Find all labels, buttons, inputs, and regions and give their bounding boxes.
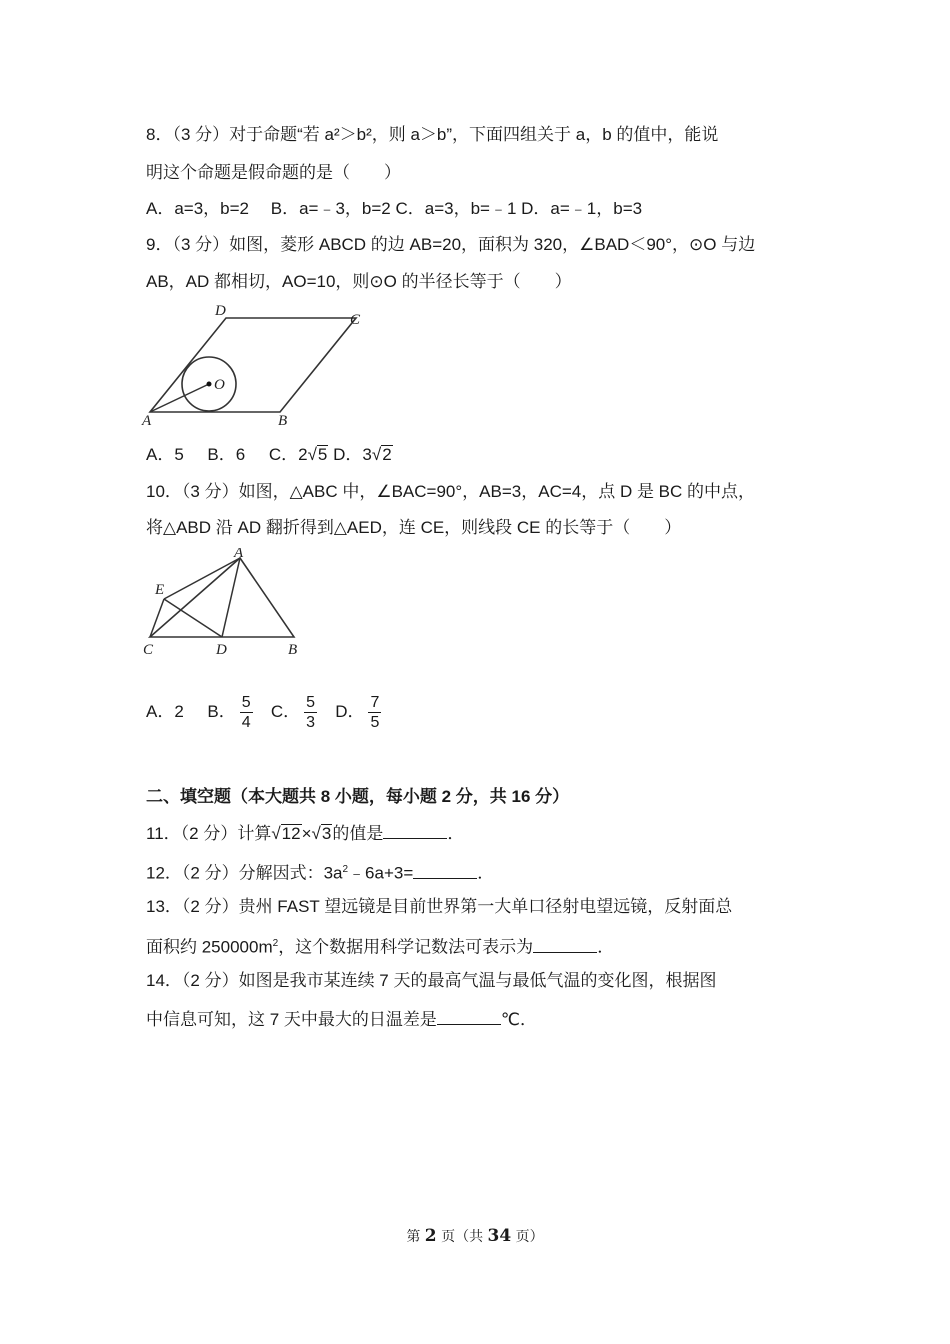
segment-ad [222, 558, 240, 637]
sqrt-sign: √ [311, 824, 321, 843]
q10-line2: 将△ABD 沿 AD 翻折得到△AED，连 CE，则线段 CE 的长等于（ ） [146, 518, 682, 537]
sqrt-sign: √ [271, 824, 281, 843]
rhombus-figure [140, 300, 370, 430]
q10-option-d-fraction [368, 693, 381, 732]
segment-ae [164, 558, 240, 599]
q8-options: A．a=3，b=2 B．a=﹣3，b=2 C．a=3，b=﹣1 D．a=﹣1，b=3 [146, 199, 643, 218]
answer-blank [383, 822, 447, 839]
q8-line1: 8．（3 分）对于命题“若 a²＞b²，则 a＞b”，下面四组关于 a，b 的值中，能说 [146, 125, 719, 144]
label-e: E [155, 582, 165, 598]
label-d: D [215, 303, 226, 319]
q11-times: × [301, 824, 312, 843]
label-d: D [216, 642, 227, 658]
fraction-denominator: 3 [306, 714, 316, 732]
q9-line2: AB，AD 都相切，AO=10，则⊙O 的半径长等于（ ） [146, 272, 572, 291]
label-c: C [350, 312, 361, 328]
q14-end: ℃． [500, 1010, 537, 1029]
q13-end: ． [597, 937, 615, 957]
q11-radicand-2: 3 [321, 824, 332, 843]
q12-superscript: 2 [342, 864, 349, 875]
q13-superscript: 2 [272, 938, 279, 949]
q12-end: ． [477, 863, 495, 883]
q10-option-d: D． [335, 702, 365, 721]
label-a: A [142, 413, 152, 429]
label-b: B [288, 642, 298, 658]
label-c: C [143, 642, 154, 658]
fraction-numerator: 5 [241, 694, 251, 712]
q9-option-d-radicand: 2 [382, 445, 392, 464]
q13-line2 [146, 933, 814, 959]
triangle-abc [150, 558, 294, 637]
q11-end: ． [447, 824, 465, 843]
q10-line1: 10．（3 分）如图，△ABC 中，∠BAC=90°，AB=3，AC=4，点 D 是 BC 的中点， [146, 482, 756, 501]
page-footer [0, 1226, 950, 1246]
q13-line1: 13．（2 分）贵州 FAST 望远镜是目前世界第一大单口径射电望远镜，反射面总 [146, 897, 733, 916]
q11-text: 11．（2 分）计算 [146, 824, 272, 843]
answer-blank [533, 936, 597, 953]
answer-blank [413, 862, 477, 879]
segment-ao [150, 384, 209, 412]
q9-option-c-radicand: 5 [317, 445, 328, 464]
q9-option-c: C．2 [268, 445, 308, 464]
q9-option-d: D．3 [333, 445, 372, 464]
answer-blank [437, 1008, 501, 1025]
footer-text: 页） [515, 1229, 544, 1245]
q14-text: 中信息可知，这 7 天中最大的日温差是 [146, 1010, 437, 1029]
q14-line2 [146, 1008, 814, 1031]
fraction-numerator: 5 [306, 694, 316, 712]
total-pages: 34 [487, 1226, 512, 1246]
q11-radicand-1: 12 [281, 824, 301, 843]
q13-text: 面积约 250000m [146, 937, 273, 957]
footer-text: 第 [406, 1229, 421, 1245]
point-o [207, 382, 212, 387]
q10-options [146, 690, 814, 734]
q11-line [146, 822, 814, 845]
footer-text: 页（共 [441, 1229, 484, 1245]
fraction-numerator: 7 [370, 694, 380, 712]
q10-option-c: C． [270, 702, 301, 721]
page-number: 2 [424, 1226, 437, 1246]
q9-options [146, 444, 814, 466]
q10-option-c-fraction [304, 693, 317, 732]
sqrt-sign: √ [371, 445, 382, 464]
q11-text-post: 的值是 [332, 824, 384, 843]
q13-text-post: ，这个数据用科学记数法可表示为 [278, 937, 534, 957]
label-a: A [234, 548, 244, 561]
q9-option-b: B．6 [207, 445, 246, 464]
q10-option-b-fraction [240, 693, 253, 732]
fraction-denominator: 4 [241, 714, 251, 732]
q9-line1: 9．（3 分）如图，菱形 ABCD 的边 AB=20，面积为 320，∠BAD＜90°，⊙O 与边 [146, 235, 756, 254]
label-o: O [214, 377, 225, 393]
sqrt-sign: √ [307, 445, 317, 464]
section-heading: 二、填空题（本大题共 8 小题，每小题 2 分，共 16 分） [146, 787, 570, 806]
q12-text-post: ﹣6a+3= [348, 863, 414, 883]
label-b: B [278, 413, 288, 429]
q10-option-b: B． [207, 702, 236, 721]
q12-line [146, 859, 814, 885]
q8-line2: 明这个命题是假命题的是（ ） [146, 163, 401, 182]
q9-option-a: A．5 [146, 445, 184, 464]
q14-line1: 14．（2 分）如图是我市某连续 7 天的最高气温与最低气温的变化图，根据图 [146, 971, 717, 990]
fraction-denominator: 5 [370, 714, 380, 732]
q12-text: 12．（2 分）分解因式：3a [146, 863, 343, 883]
triangle-figure [138, 548, 308, 663]
q10-option-a: A．2 [146, 702, 184, 721]
